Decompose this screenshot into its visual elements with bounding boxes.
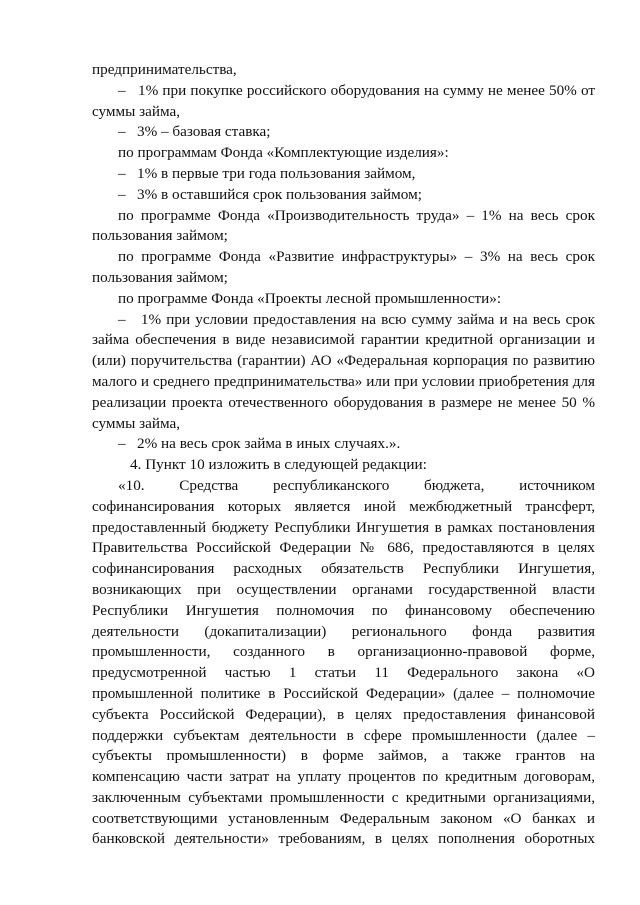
- paragraph-forestry-program: по программе Фонда «Проекты лесной промышленности»:: [118, 289, 502, 307]
- list-item-2pct-other: – 2% на весь срок займа в иных случаях.».: [118, 435, 401, 453]
- list-item-3pct-base: – 3% – базовая ставка;: [118, 123, 271, 141]
- list-item-1pct-guarantee: – 1% при условии предоставления на всю сумму займа и на весь срок займа обеспечения в виде независимой гарантии кредитной организации и (или) поручительства (гарантии) АО «Федеральная корпорация по развитию малого и среднего предпринимательства» или при условии приобретения для реализации проекта отечественного оборудования в размере не менее 50 % суммы займа,: [92, 310, 595, 432]
- paragraph-continuation: предпринимательства,: [92, 61, 237, 78]
- list-item-1pct-first-years: – 1% в первые три года пользования займом,: [118, 164, 416, 182]
- paragraph-productivity-program: по программе Фонда «Производительность труда» – 1% на весь срок пользования займом;: [92, 206, 595, 245]
- document-page: [92, 60, 595, 850]
- list-item-1pct-equipment: – 1% при покупке российского оборудования на сумму не менее 50% от суммы займа,: [92, 81, 595, 120]
- paragraph-components-programs: по программам Фонда «Комплектующие изделия»:: [118, 144, 449, 162]
- paragraph-item-4-heading: 4. Пункт 10 изложить в следующей редакции:: [130, 456, 427, 474]
- list-item-3pct-remaining: – 3% в оставшийся срок пользования займом;: [118, 185, 422, 203]
- paragraph-item-10-text: «10. Средства республиканского бюджета, источником софинансирования которых является иной межбюджетный трансферт, предоставленный бюджету Республики Ингушетия в рамках постановления Правительства Российской Федерации № 686, предоставляются в целях софинансирования расходных обязательств Республики Ингушетия, возникающих при осуществлении органами государственной власти Республики Ингушетия полномочия по финансовому обеспечению деятельности (докапитализации) регионального фонда развития промышленности, созданного в организационно-правовой форме, предусмотренной частью 1 статьи 11 Федерального закона «О промышленной политике в Российской Федерации» (далее – полномочие субъекта Российской Федерации), в целях предоставления финансовой поддержки субъектам деятельности в сфере промышленности (далее – субъекты промышленности) в форме займов, а также грантов на компенсацию части затрат на уплату процентов по кредитным договорам, заключенным субъектами промышленности с кредитными организациями, соответствующими установленным Федеральным законом «О банках и банковской деятельности» требованиям, в целях пополнения оборотных: [92, 476, 595, 848]
- paragraph-infrastructure-program: по программе Фонда «Развитие инфраструктуры» – 3% на весь срок пользования займом;: [92, 248, 595, 286]
